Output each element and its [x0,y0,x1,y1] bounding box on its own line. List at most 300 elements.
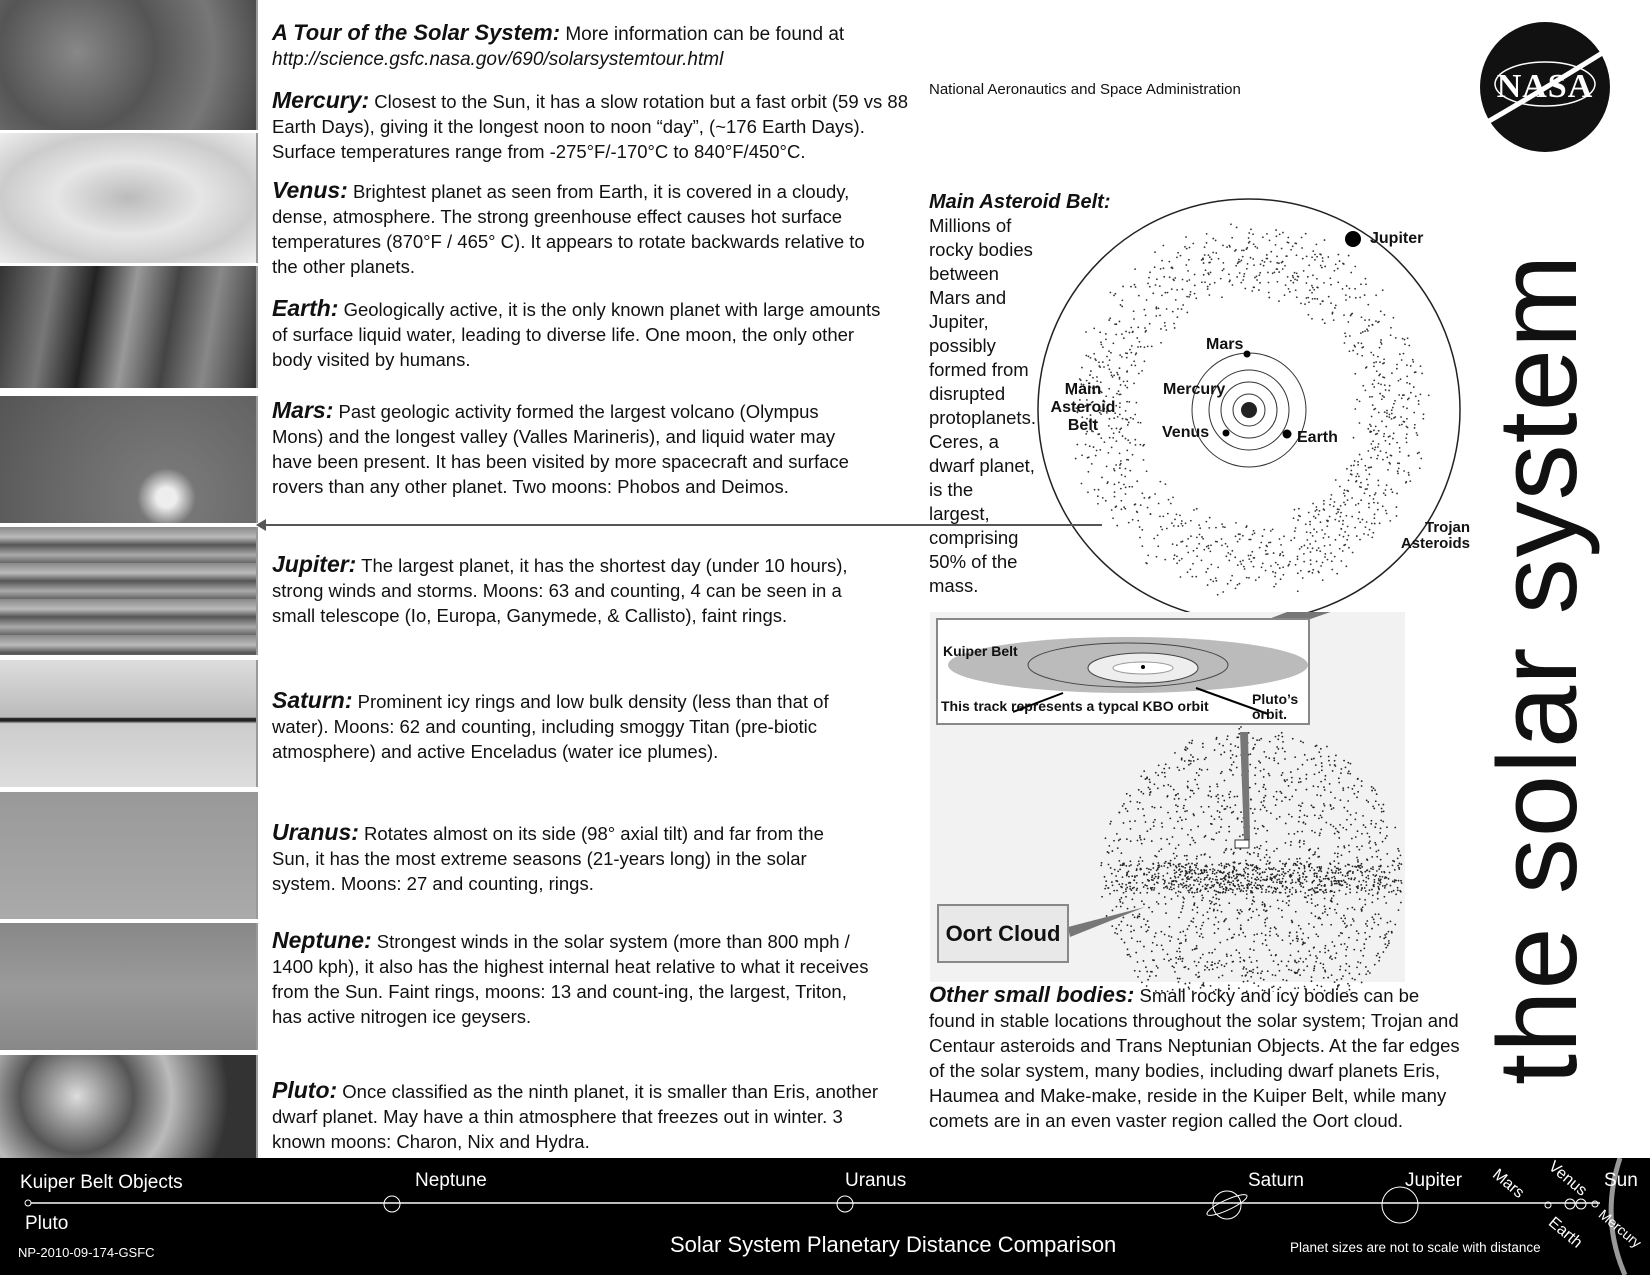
oort-dot [1376,955,1378,957]
asteroid-dot [1354,346,1356,348]
oort-dot [1276,933,1278,935]
label-neptune: Neptune [415,1170,487,1191]
oort-dot [1176,881,1178,883]
asteroid-dot [1293,517,1295,519]
oort-dot [1254,866,1256,868]
oort-dot [1268,885,1270,887]
asteroid-dot [1115,464,1117,466]
asteroid-dot [1121,356,1123,358]
oort-dot [1210,903,1212,905]
asteroid-dot [1375,320,1377,322]
oort-dot [1168,935,1170,937]
asteroid-dot [1258,274,1260,276]
asteroid-dot [1384,384,1386,386]
oort-dot [1261,891,1263,893]
oort-dot [1219,960,1221,962]
oort-dot [1177,977,1179,979]
asteroid-dot [1243,249,1245,251]
label-saturn: Saturn [1248,1170,1304,1191]
asteroid-dot [1272,272,1274,274]
oort-dot [1312,785,1314,787]
asteroid-dot [1414,424,1416,426]
oort-dot [1241,821,1243,823]
asteroid-dot [1312,535,1314,537]
asteroid-dot [1373,362,1375,364]
asteroid-dot [1204,246,1206,248]
asteroid-dot [1254,532,1256,534]
asteroid-dot [1371,396,1373,398]
oort-dot [1378,913,1380,915]
asteroid-dot [1310,551,1312,553]
oort-dot [1330,824,1332,826]
oort-dot [1247,864,1249,866]
oort-dot [1329,764,1331,766]
oort-dot [1181,884,1183,886]
oort-dot [1228,872,1230,874]
asteroid-dot [1274,576,1276,578]
asteroid-dot [1303,270,1305,272]
asteroid-dot [1250,539,1252,541]
asteroid-dot [1108,368,1110,370]
oort-dot [1163,958,1165,960]
oort-dot [1365,890,1367,892]
oort-dot [1384,934,1386,936]
asteroid-dot [1266,258,1268,260]
oort-dot [1357,885,1359,887]
asteroid-dot [1307,314,1309,316]
asteroid-dot [1364,294,1366,296]
oort-dot [1121,897,1123,899]
oort-dot [1204,965,1206,967]
asteroid-dot [1161,294,1163,296]
oort-dot [1300,958,1302,960]
oort-dot [1339,824,1341,826]
asteroid-dot [1309,521,1311,523]
asteroid-dot [1206,233,1208,235]
asteroid-dot [1137,326,1139,328]
asteroid-dot [1262,563,1264,565]
oort-dot [1367,875,1369,877]
oort-dot [1236,869,1238,871]
oort-dot [1361,887,1363,889]
asteroid-dot [1160,328,1162,330]
asteroid-dot [1189,568,1191,570]
asteroid-dot [1360,482,1362,484]
oort-dot [1270,954,1272,956]
oort-dot [1382,804,1384,806]
asteroid-dot [1110,372,1112,374]
oort-dot [1189,796,1191,798]
asteroid-dot [1345,336,1347,338]
oort-dot [1189,742,1191,744]
asteroid-dot [1181,308,1183,310]
oort-dot [1314,773,1316,775]
asteroid-dot [1161,260,1163,262]
oort-dot [1220,871,1222,873]
oort-dot [1321,769,1323,771]
oort-dot [1381,871,1383,873]
oort-dot [1120,864,1122,866]
asteroid-dot [1104,441,1106,443]
oort-dot [1357,887,1359,889]
asteroid-dot [1196,508,1198,510]
oort-dot [1198,774,1200,776]
oort-dot [1163,785,1165,787]
asteroid-dot [1355,504,1357,506]
asteroid-dot [1075,458,1077,460]
asteroid-dot [1231,237,1233,239]
oort-dot [1321,880,1323,882]
oort-dot [1345,882,1347,884]
asteroid-dot [1186,248,1188,250]
oort-dot [1260,880,1262,882]
oort-dot [1264,879,1266,881]
asteroid-dot [1379,393,1381,395]
asteroid-dot [1112,376,1114,378]
label-venus: Venus [1162,424,1210,441]
agency-name: National Aeronautics and Space Administration [929,81,1241,98]
asteroid-dot [1215,527,1217,529]
asteroid-dot [1157,534,1159,536]
oort-dot [1334,891,1336,893]
oort-dot [1123,822,1125,824]
asteroid-dot [1195,576,1197,578]
oort-dot [1391,932,1393,934]
oort-dot [1192,921,1194,923]
oort-dot [1292,887,1294,889]
oort-dot [1348,870,1350,872]
oort-dot [1123,864,1125,866]
oort-dot [1202,936,1204,938]
oort-dot [1353,793,1355,795]
oort-dot [1253,852,1255,854]
asteroid-dot [1329,516,1331,518]
oort-dot [1202,922,1204,924]
asteroid-dot [1389,435,1391,437]
asteroid-dot [1206,546,1208,548]
asteroid-dot [1362,331,1364,333]
oort-dot [1338,837,1340,839]
asteroid-dot [1359,422,1361,424]
oort-dot [1294,756,1296,758]
asteroid-dot [1282,551,1284,553]
oort-dot [1177,938,1179,940]
asteroid-dot [1253,530,1255,532]
asteroid-dot [1128,401,1130,403]
oort-dot [1187,928,1189,930]
asteroid-dot [1420,458,1422,460]
asteroid-dot [1380,341,1382,343]
oort-dot [1345,969,1347,971]
asteroid-dot [1284,294,1286,296]
asteroid-dot [1159,515,1161,517]
asteroid-dot [1203,262,1205,264]
oort-dot [1340,966,1342,968]
oort-dot [1213,839,1215,841]
asteroid-dot [1349,288,1351,290]
oort-dot [1128,871,1130,873]
oort-dot [1269,949,1271,951]
oort-dot [1282,885,1284,887]
oort-dot [1273,890,1275,892]
asteroid-dot [1117,374,1119,376]
asteroid-dot [1130,352,1132,354]
earth-image [0,266,258,388]
asteroid-dot [1327,256,1329,258]
asteroid-dot [1373,429,1375,431]
oort-dot [1324,885,1326,887]
oort-dot [1303,843,1305,845]
asteroid-dot [1202,538,1204,540]
oort-dot [1214,869,1216,871]
asteroid-dot [1391,413,1393,415]
asteroid-dot [1373,354,1375,356]
oort-dot [1255,870,1257,872]
asteroid-dot [1308,264,1310,266]
oort-dot [1380,865,1382,867]
asteroid-dot [1365,283,1367,285]
oort-dot [1193,870,1195,872]
oort-dot [1297,861,1299,863]
oort-dot [1307,937,1309,939]
oort-dot [1146,867,1148,869]
asteroid-dot [1342,550,1344,552]
oort-dot [1317,884,1319,886]
asteroid-dot [1106,356,1108,358]
neptune-image [0,923,258,1050]
oort-dot [1346,886,1348,888]
oort-dot [1357,961,1359,963]
oort-dot [1143,946,1145,948]
oort-dot [1116,833,1118,835]
oort-dot [1292,881,1294,883]
asteroid-dot [1275,229,1277,231]
oort-dot [1305,958,1307,960]
oort-dot [1330,805,1332,807]
asteroid-dot [1374,449,1376,451]
oort-dot [1207,911,1209,913]
oort-dot [1355,836,1357,838]
oort-dot [1252,969,1254,971]
oort-dot [1331,877,1333,879]
asteroid-dot [1231,550,1233,552]
oort-dot [1127,948,1129,950]
oort-dot [1278,878,1280,880]
asteroid-dot [1125,438,1127,440]
oort-dot [1210,796,1212,798]
asteroid-dot [1206,242,1208,244]
asteroid-dot [1312,547,1314,549]
oort-dot [1379,832,1381,834]
oort-dot [1164,776,1166,778]
oort-dot [1262,943,1264,945]
oort-dot [1371,928,1373,930]
oort-dot [1149,975,1151,977]
asteroid-dot [1373,365,1375,367]
oort-dot [1136,801,1138,803]
oort-dot [1170,877,1172,879]
asteroid-dot [1176,256,1178,258]
oort-dot [1263,909,1265,911]
oort-dot [1334,760,1336,762]
oort-dot [1375,800,1377,802]
oort-dot [1123,803,1125,805]
asteroid-dot [1124,385,1126,387]
oort-dot [1299,816,1301,818]
oort-dot [1265,919,1267,921]
asteroid-dot [1126,371,1128,373]
oort-dot [1362,815,1364,817]
oort-dot [1289,891,1291,893]
oort-dot [1170,886,1172,888]
asteroid-dot [1313,516,1315,518]
asteroid-dot [1322,260,1324,262]
oort-dot [1345,829,1347,831]
oort-dot [1288,935,1290,937]
asteroid-dot [1215,252,1217,254]
asteroid-dot [1301,237,1303,239]
oort-dot [1377,886,1379,888]
oort-dot [1139,913,1141,915]
oort-dot [1321,766,1323,768]
oort-dot [1180,871,1182,873]
asteroid-dot [1221,523,1223,525]
asteroid-dot [1387,469,1389,471]
small-bodies-desc: Other small bodies: Small rocky and icy bodies can be found in stable locations throughout the solar system; Trojan and Centaur asteroids and Trans Neptunian Objects. At the far edges of the solar system, many bodies, including dwarf planets Eris, Haumea and Make-make, reside in the Kuiper Belt, while many comets are in an even vaster region called the Oort cloud. [929,982,1460,1131]
oort-dot [1151,889,1153,891]
oort-dot [1154,783,1156,785]
asteroid-dot [1270,251,1272,253]
asteroid-dot [1338,509,1340,511]
oort-dot [1340,880,1342,882]
oort-dot [1257,828,1259,830]
oort-dot [1297,768,1299,770]
asteroid-dot [1324,545,1326,547]
asteroid-dot [1364,330,1366,332]
oort-dot [1108,887,1110,889]
oort-dot [1311,758,1313,760]
oort-dot [1330,924,1332,926]
asteroid-dot [1402,394,1404,396]
asteroid-dot [1209,283,1211,285]
oort-dot [1308,923,1310,925]
oort-dot [1372,805,1374,807]
asteroid-dot [1192,243,1194,245]
oort-dot [1223,852,1225,854]
asteroid-dot [1143,497,1145,499]
oort-dot [1165,861,1167,863]
pluto-image [0,1055,258,1158]
oort-dot [1314,832,1316,834]
asteroid-dot [1412,359,1414,361]
oort-dot [1251,877,1253,879]
oort-dot [1382,876,1384,878]
oort-dot [1315,891,1317,893]
oort-dot [1302,876,1304,878]
oort-dot [1178,958,1180,960]
oort-dot [1289,799,1291,801]
asteroid-dot [1348,479,1350,481]
asteroid-dot [1277,564,1279,566]
oort-dot [1232,891,1234,893]
asteroid-dot [1134,414,1136,416]
asteroid-dot [1393,417,1395,419]
asteroid-dot [1210,564,1212,566]
asteroid-dot [1361,355,1363,357]
asteroid-dot [1306,282,1308,284]
intro-url[interactable]: http://science.gsfc.nasa.gov/690/solarsystemtour.html [272,49,724,70]
asteroid-dot [1196,555,1198,557]
asteroid-dot [1149,271,1151,273]
oort-dot [1262,805,1264,807]
oort-dot [1345,766,1347,768]
asteroid-dot [1334,519,1336,521]
oort-dot [1282,871,1284,873]
oort-dot [1324,947,1326,949]
oort-dot [1220,826,1222,828]
oort-dot [1320,866,1322,868]
oort-dot [1291,921,1293,923]
asteroid-dot [1297,519,1299,521]
oort-dot [1213,924,1215,926]
oort-dot [1293,864,1295,866]
oort-dot [1275,955,1277,957]
oort-dot [1317,848,1319,850]
oort-dot [1253,901,1255,903]
asteroid-dot [1159,285,1161,287]
oort-dot [1314,875,1316,877]
asteroid-dot [1210,544,1212,546]
oort-dot [1160,806,1162,808]
oort-dot [1229,807,1231,809]
oort-dot [1376,793,1378,795]
neptune-desc: Neptune: Strongest winds in the solar system (more than 800 mph / 1400 kph), it also has the highest internal heat relative to what it receives from the Sun. Faint rings, moons: 13 and count-ing, the largest, Triton, has active nitrogen ice geysers. [272,927,869,1027]
oort-dot [1306,881,1308,883]
oort-dot [1343,915,1345,917]
oort-dot [1275,752,1277,754]
oort-dot [1300,781,1302,783]
oort-dot [1228,902,1230,904]
oort-dot [1288,813,1290,815]
oort-dot [1340,799,1342,801]
asteroid-dot [1099,449,1101,451]
asteroid-dot [1323,282,1325,284]
oort-dot [1297,938,1299,940]
oort-dot [1271,887,1273,889]
asteroid-dot [1385,494,1387,496]
oort-dot [1345,926,1347,928]
asteroid-dot [1163,267,1165,269]
oort-dot [1139,857,1141,859]
asteroid-dot [1393,432,1395,434]
asteroid-dot [1357,518,1359,520]
asteroid-dot [1398,394,1400,396]
asteroid-dot [1346,468,1348,470]
oort-dot [1253,896,1255,898]
asteroid-dot [1348,255,1350,257]
oort-dot [1379,936,1381,938]
oort-dot [1179,817,1181,819]
oort-dot [1382,841,1384,843]
oort-dot [1282,741,1284,743]
oort-dot [1147,979,1149,981]
oort-dot [1354,909,1356,911]
oort-dot [1216,898,1218,900]
oort-dot [1216,872,1218,874]
asteroid-dot [1180,523,1182,525]
oort-dot [1338,872,1340,874]
oort-dot [1375,844,1377,846]
